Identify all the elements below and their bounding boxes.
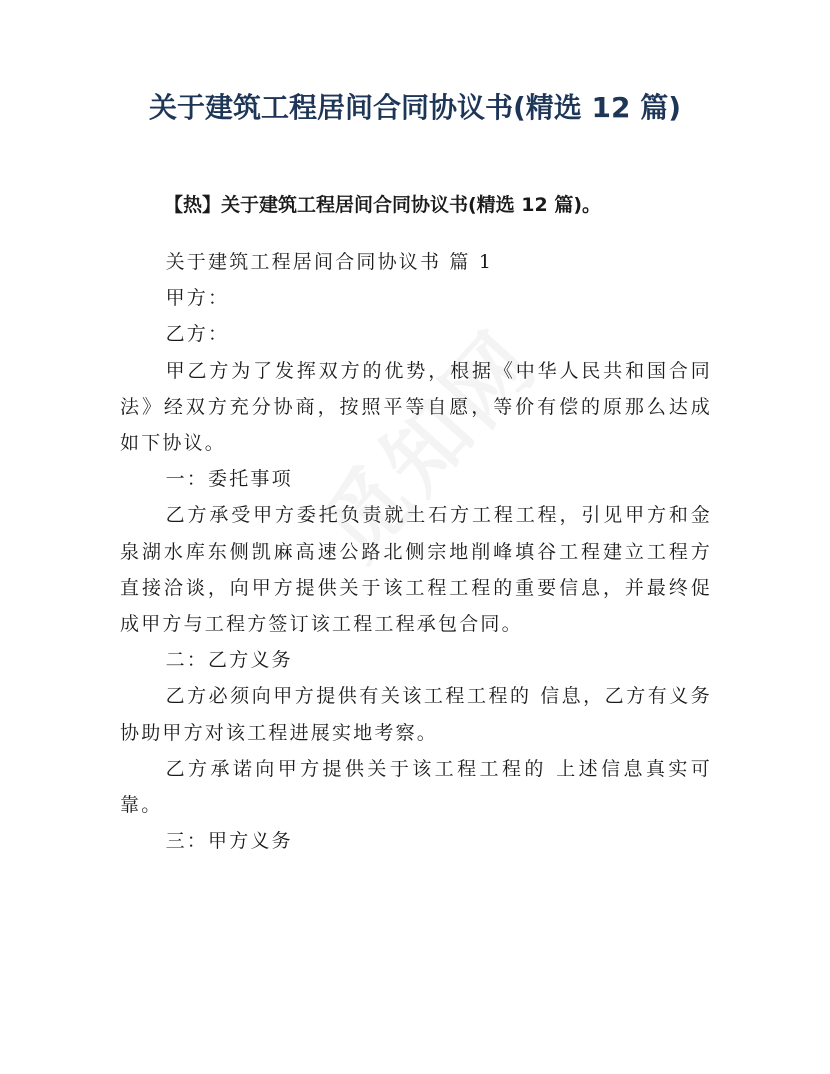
clause-heading: 一：委托事项 <box>165 468 293 491</box>
clause-heading: 二：乙方义务 <box>165 649 293 672</box>
section-heading: 关于建筑工程居间合同协议书 篇 1 <box>165 251 494 273</box>
document-title: 关于建筑工程居间合同协议书(精选 12 篇) <box>148 91 682 124</box>
body-paragraph: 乙方承受甲方委托负责就土石方工程工程，引见甲方和金泉湖水库东侧凯麻高速公路北侧宗地削峰填谷工程建立工程方直接洽谈，向甲方提供关于该工程工程的重要信息，并最终促成甲方与工程方签订该工程工程承包合同。 <box>120 504 712 636</box>
body-paragraph: 甲乙方为了发挥双方的优势，根据《中华人民共和国合同法》经双方充分协商，按照平等自愿，等价有偿的原那么达成如下协议。 <box>120 359 712 455</box>
party-b-line: 乙方： <box>165 323 230 346</box>
body-paragraph: 乙方必须向甲方提供有关该工程工程的 信息，乙方有义务协助甲方对该工程进展实地考察。 <box>120 685 712 744</box>
party-a-line: 甲方： <box>165 287 230 310</box>
clause-heading: 三：甲方义务 <box>165 830 293 853</box>
body-paragraph: 乙方承诺向甲方提供关于该工程工程的 上述信息真实可靠。 <box>120 757 712 817</box>
document-body <box>120 244 712 859</box>
document-subtitle: 【热】关于建筑工程居间合同协议书(精选 12 篇)。 <box>164 194 602 216</box>
